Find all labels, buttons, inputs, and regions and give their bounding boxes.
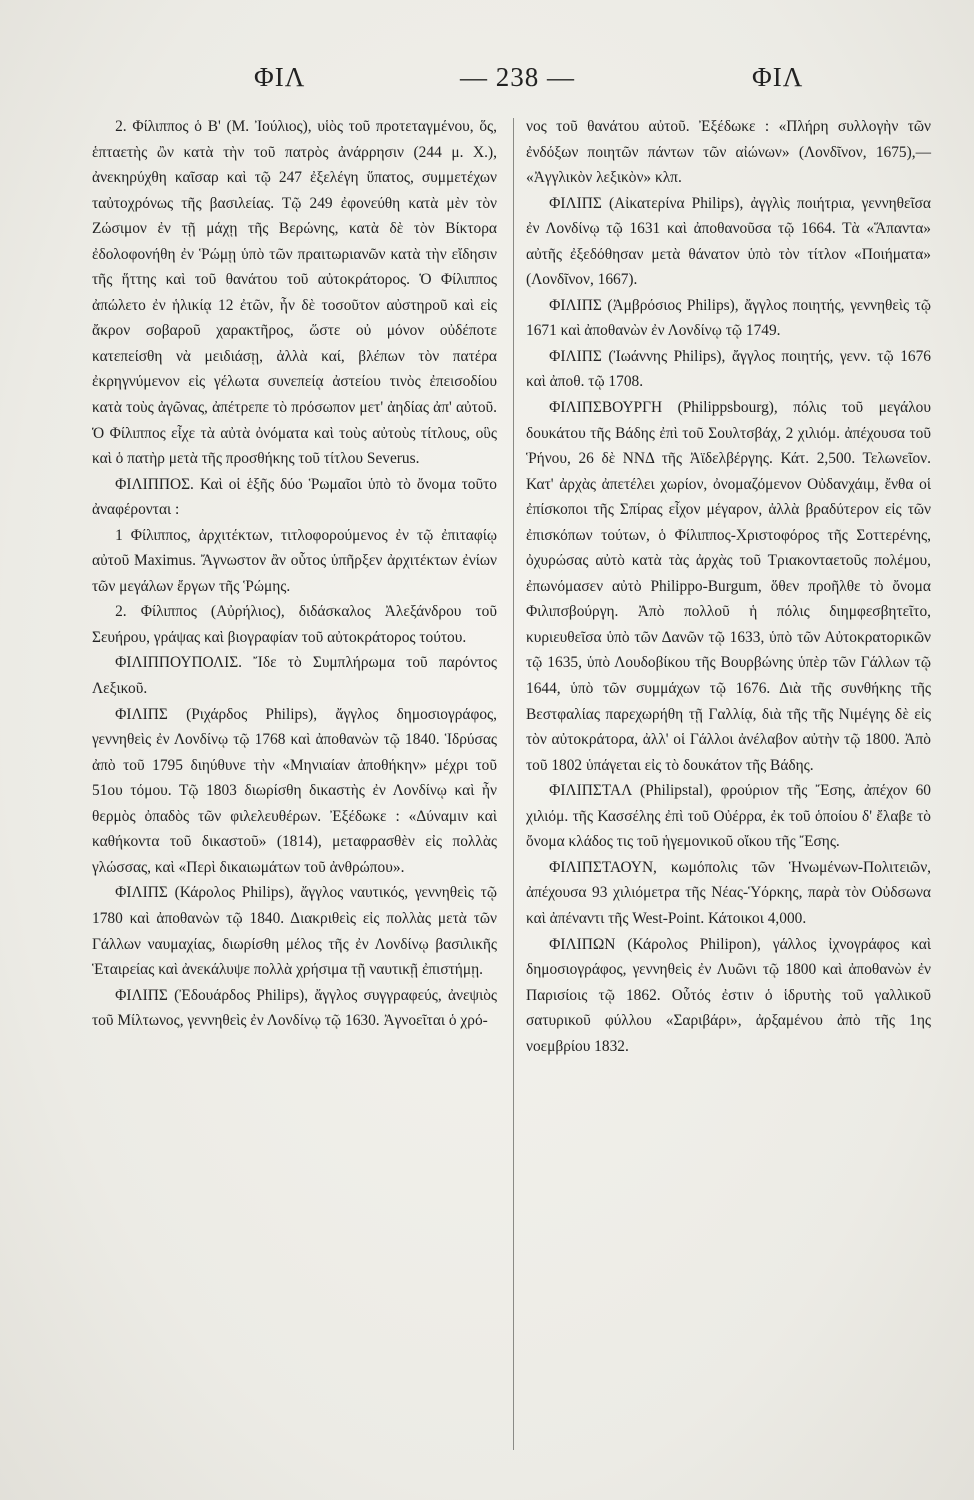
entry-philippos-architect: 1 Φίλιππος, ἀρχιτέκτων, τιτλοφορούμενος ἐν τῷ ἐπιταφίῳ αὐτοῦ Maximus. Ἄγνωστον ἂν οὗτος ὑπῆρξεν ἀρχιτέκτων ἐνίων τῶν μεγάλων ἔργων τῆς Ῥώμης.	[92, 526, 497, 595]
left-column	[92, 114, 497, 1034]
entry-philippos-romans: ΦΙΛΙΠΠΟΣ. Καὶ οἱ ἑξῆς δύο Ῥωμαῖοι ὑπὸ τὸ ὄνομα τοῦτο ἀναφέρονται :	[92, 475, 497, 519]
entry-philippos-ii: 2. Φίλιππος ὁ Β' (Μ. Ἰούλιος), υἱὸς τοῦ προτεταγμένου, ὅς, ἑπταετὴς ὢν κατὰ τὴν τοῦ πατρὸς ἀνάρρησιν (244 μ. Χ.), ἀνεκηρύχθη καῖσαρ καὶ τῷ 247 ἐξελέγη ὕπατος, συμμετέχων ταὐτοχρόνως τῆς βασιλείας. Τῷ 249 ἐφονεύθη κατὰ μὲν τὸν Ζώσιμον ἐν τῇ μάχῃ τῆς Βερώνης, κατὰ δὲ τὸν Βίκτορα ἐδολοφονήθη ἐν Ῥώμῃ ὑπὸ τῶν πραιτωριανῶν κατὰ τὴν εἴδησιν τῆς ἥττης καὶ τοῦ θανάτου τοῦ αὐτοκράτορος. Ὁ Φίλιππος ἀπώλετο ἐν ἡλικίᾳ 12 ἐτῶν, ἦν δὲ τοσοῦτον αὐστηροῦ καὶ εἰς ἄκρον σοβαροῦ χαρακτῆρος, ὥστε οὐ μόνον οὐδέποτε κατεπείσθη νὰ μειδιάσῃ, ἀλλὰ καί, βλέπων τὸν πατέρα ἐκρηγνύμενον εἰς γέλωτα συνεπείᾳ ἀστείου τινὸς ἐπεισοδίου κατὰ τοὺς ἀγῶνας, ἀπέτρεπε τὸ πρόσωπον μετ' ἀηδίας ἀπ' αὐτοῦ. Ὁ Φίλιππος εἶχε τὰ αὐτὰ ὀνόματα καὶ τοὺς αὐτοὺς τίτλους, οὓς καὶ ὁ πατὴρ μετὰ τῆς προσθήκης τοῦ τίτλου Severus.	[92, 118, 497, 468]
entry-philips-charles: ΦΙΛΙΠΣ (Κάρολος Philips), ἄγγλος ναυτικός, γεννηθεὶς τῷ 1780 καὶ ἀποθανὼν τῷ 1840. Διακριθεὶς εἰς πολλὰς μετὰ τῶν Γάλλων ναυμαχίας, διωρίσθη μέλος τῆς ἐν Λονδίνῳ βασιλικῆς Ἑταιρείας καὶ ἀνεκάλυψε πολλὰ χρήσιμα τῇ ναυτικῇ ἐπιστήμῃ.	[92, 884, 497, 979]
entry-philippos-aurelius: 2. Φίλιππος (Αὐρήλιος), διδάσκαλος Ἀλεξάνδρου τοῦ Σευήρου, γράψας καὶ βιογραφίαν τοῦ αὐτοκράτορος τούτου.	[92, 603, 497, 646]
entry-philips-edward-cont: νος τοῦ θανάτου αὐτοῦ. Ἐξέδωκε : «Πλήρη συλλογὴν τῶν ἐνδόξων ποιητῶν πάντων τῶν αἰώνων» (Λονδῖνον, 1675),— «Ἀγγλικὸν λεξικὸν» κλπ.	[526, 118, 931, 187]
page-header	[0, 62, 974, 102]
entry-philips-john: ΦΙΛΙΠΣ (Ἰωάννης Philips), ἄγγλος ποιητής, γενν. τῷ 1676 καὶ ἀποθ. τῷ 1708.	[526, 347, 931, 391]
entry-philips-ambrose: ΦΙΛΙΠΣ (Ἀμβρόσιος Philips), ἄγγλος ποιητής, γεννηθεὶς τῷ 1671 καὶ ἀποθανὼν ἐν Λονδίνῳ τῷ 1749.	[526, 296, 931, 340]
right-column	[526, 114, 931, 1059]
header-right-guideword: ΦΙΛ	[752, 62, 804, 92]
entry-philipon: ΦΙΛΙΠΩΝ (Κάρολος Philipon), γάλλος ἰχνογράφος καὶ δημοσιογράφος, γεννηθεὶς ἐν Λυῶνι τῷ 1800 καὶ ἀποθανὼν ἐν Παρισίοις τῷ 1862. Οὗτός ἐστιν ὁ ἱδρυτὴς τοῦ γαλλικοῦ σατυρικοῦ φύλλου «Σαριβάρι», ἀρξαμένου ἀπὸ τῆς 1ης νοεμβρίου 1832.	[526, 935, 931, 1055]
entry-philipstown: ΦΙΛΙΠΣΤΑΟΥΝ, κωμόπολις τῶν Ἡνωμένων-Πολιτειῶν, ἀπέχουσα 93 χιλιόμετρα τῆς Νέας-Ὑόρκης, παρὰ τὸν Οὐδσωνα καὶ ἀπέναντι τῆς West-Point. Κάτοικοι 4,000.	[526, 858, 931, 927]
entry-philipstal: ΦΙΛΙΠΣΤΑΛ (Philipstal), φρούριον τῆς Ἔσης, ἀπέχον 60 χιλιόμ. τῆς Κασσέλης ἐπὶ τοῦ Οὐέρρα, ἐκ τοῦ ὁποίου δ' ἔλαβε τὸ ὄνομα κλάδος τις τοῦ ἡγεμονικοῦ οἴκου τῆς Ἔσης.	[526, 782, 931, 851]
entry-philips-katherine: ΦΙΛΙΠΣ (Αἰκατερίνα Philips), ἀγγλὶς ποιήτρια, γεννηθεῖσα ἐν Λονδίνῳ τῷ 1631 καὶ ἀποθανοῦσα τῷ 1664. Τὰ «Ἅπαντα» αὐτῆς ἐξεδόθησαν μετὰ θάνατον ὑπὸ τὸν τίτλον «Ποιήματα» (Λονδῖνον, 1667).	[526, 194, 931, 289]
entry-philippsbourg: ΦΙΛΙΠΣΒΟΥΡΓΗ (Philippsbourg), πόλις τοῦ μεγάλου δουκάτου τῆς Βάδης ἐπὶ τοῦ Σουλτσβάχ, 2 χιλιόμ. ἀπέχουσα τοῦ Ῥήνου, 26 δὲ ΝΝΔ τῆς Ἀϊδελβέργης. Κάτ. 2,500. Τελωνεῖον. Κατ' ἀρχὰς ἀπετέλει χωρίον, ὀνομαζόμενον Οὐδανχάιμ, ἔνθα οἱ ἐπίσκοποι τῆς Σπίρας εἶχον μέγαρον, ἀλλὰ βραδύτερον εἰς τῶν ἐπισκόπων τούτων, ὁ Φίλιππος-Χριστοφόρος τῆς Σοττερένης, ὀχυρώσας αὐτὸ κατὰ τὰς ἀρχὰς τοῦ Τριακονταετοῦς πολέμου, ἐπωνόμασεν αὐτὸ Philippo-Burgum, ὅθεν προῆλθε τὸ ὄνομα Φιλιπσβούργη. Ἀπὸ πολλοῦ ἡ πόλις διημφεσβητεῖτο, κυριευθεῖσα ὑπὸ τῶν Δανῶν τῷ 1633, ὑπὸ τῶν Αὐτοκρατορικῶν τῷ 1635, ὑπὸ Λουδοβίκου τῆς Βουρβώνης ὑπὲρ τῶν Γάλλων τῷ 1644, ὑπὸ τῶν συμμάχων τῷ 1676. Διὰ τῆς συνθήκης τῆς Βεστφαλίας παρεχωρήθη τῇ Γαλλίᾳ, διὰ τῆς τῆς Νιμέγης δὲ εἰς τὸν αὐτοκράτορα, ἀλλ' οἱ Γάλλοι ἀνέλαβον αὐτὴν τῷ 1800. Ἀπὸ τοῦ 1802 ὑπάγεται εἰς τὸ δουκάτον τῆς Βάδης.	[526, 399, 931, 774]
page-number: — 238 —	[460, 62, 575, 92]
entry-philips-edward: ΦΙΛΙΠΣ (Ἐδουάρδος Philips), ἄγγλος συγγραφεύς, ἀνεψιὸς τοῦ Μίλτωνος, γεννηθεὶς ἐν Λονδίνῳ τῷ 1630. Ἀγνοεῖται ὁ χρό-	[92, 986, 497, 1030]
column-divider	[513, 118, 514, 1450]
entry-philippoupolis: ΦΙΛΙΠΠΟΥΠΟΛΙΣ. Ἴδε τὸ Συμπλήρωμα τοῦ παρόντος Λεξικοῦ.	[92, 654, 497, 698]
header-left-guideword: ΦΙΛ	[254, 62, 306, 92]
entry-philips-richard: ΦΙΛΙΠΣ (Ριχάρδος Philips), ἄγγλος δημοσιογράφος, γεννηθεὶς ἐν Λονδίνῳ τῷ 1768 καὶ ἀποθανὼν τῷ 1840. Ἱδρύσας ἀπὸ τοῦ 1795 διηύθυνε τὴν «Μηνιαίαν ἀποθήκην» μέχρι τοῦ 51ου τόμου. Τῷ 1803 διωρίσθη δικαστὴς ἐν Λονδίνῳ καὶ ἦν θερμὸς ὀπαδὸς τῶν φιλελευθέρων. Ἐξέδωκε : «Δύναμιν καὶ καθήκοντα τοῦ δικαστοῦ» (1814), μεταφρασθὲν εἰς πολλὰς γλώσσας, καὶ «Περὶ δικαιωμάτων τοῦ ἀνθρώπου».	[92, 705, 497, 876]
